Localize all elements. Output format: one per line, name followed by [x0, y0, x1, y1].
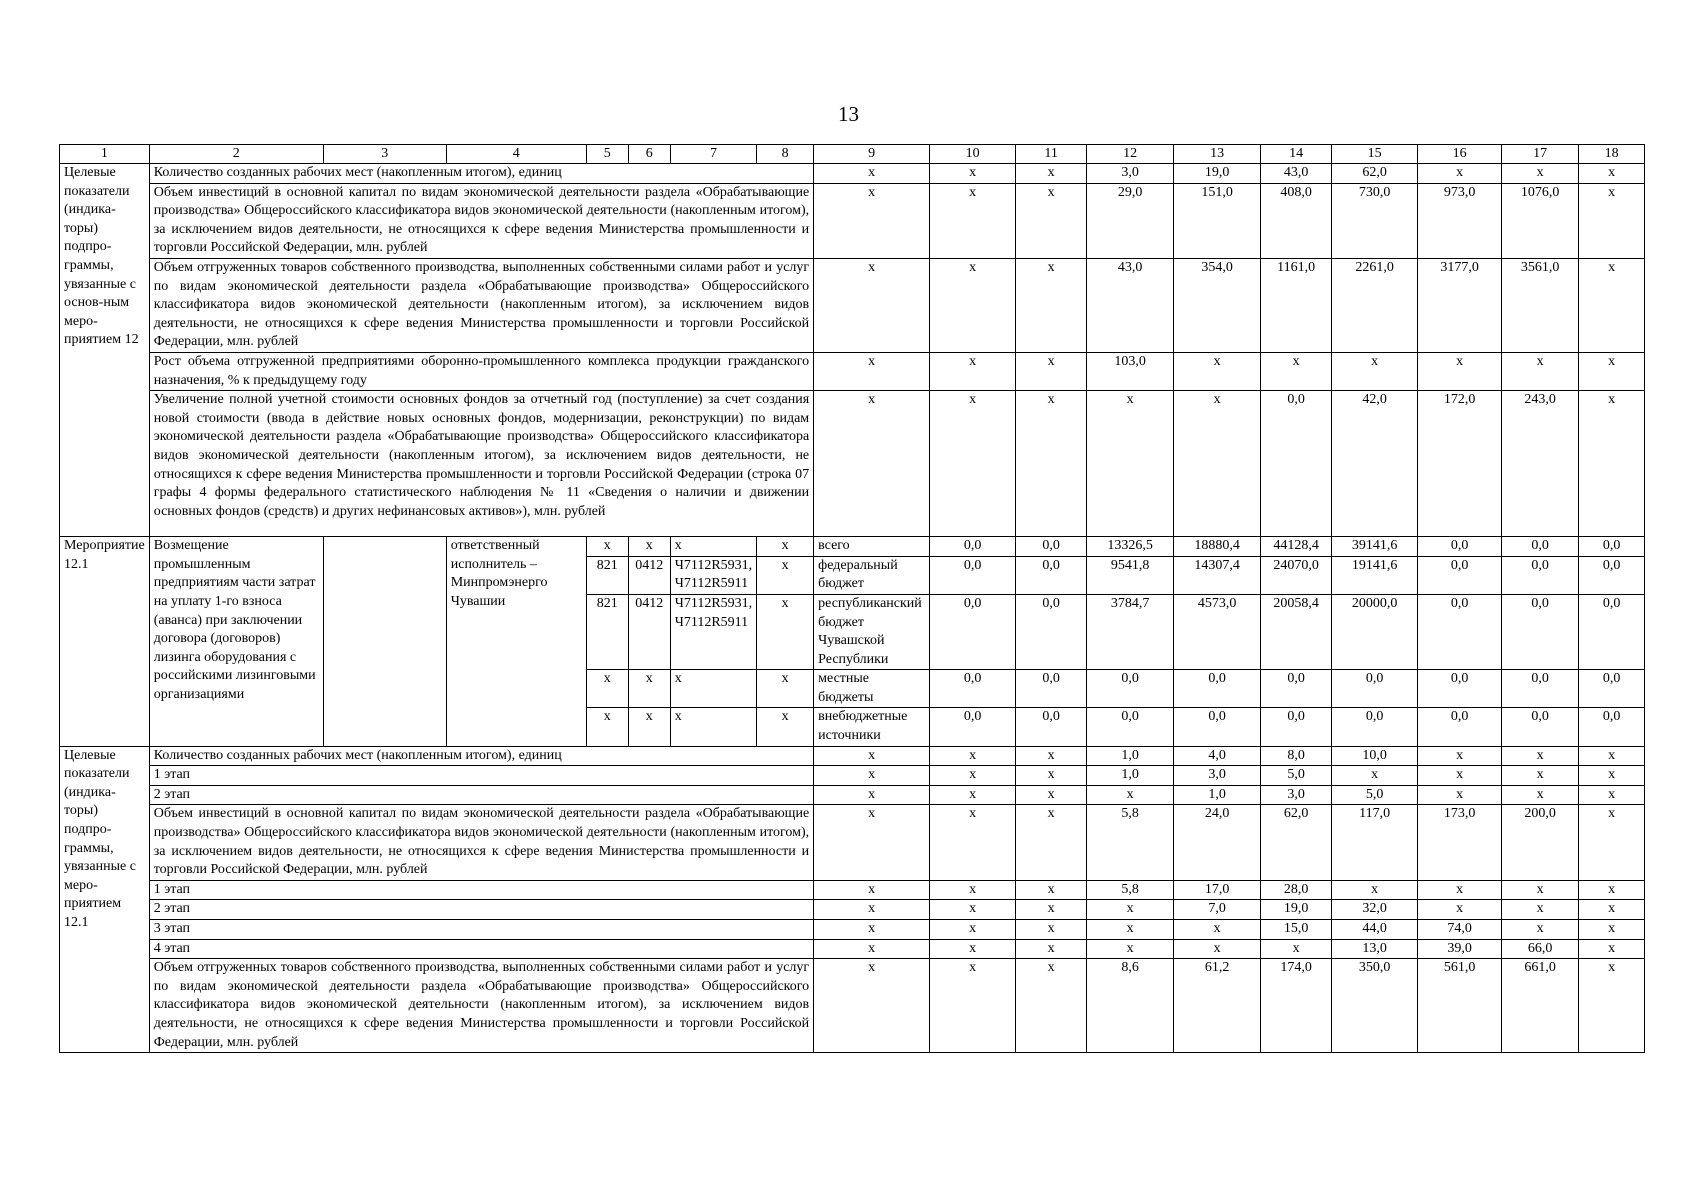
- indicator-value: 730,0: [1332, 183, 1418, 258]
- indicator-value: х: [1016, 785, 1087, 805]
- indicator-description: Количество созданных рабочих мест (накопленным итогом), единиц: [149, 164, 813, 184]
- indicator-value: х: [1579, 920, 1645, 940]
- indicator-value: 0,0: [1261, 391, 1332, 537]
- indicator-value: х: [814, 391, 930, 537]
- code-grbs: х: [586, 537, 628, 557]
- header-row: [60, 145, 1645, 164]
- indicator-value: х: [930, 258, 1016, 352]
- funding-value: 0,0: [1174, 708, 1261, 746]
- indicator-value: 3,0: [1087, 164, 1174, 184]
- indicator-value: х: [1087, 391, 1174, 537]
- indicator-value: х: [1502, 920, 1579, 940]
- funding-value: 0,0: [1579, 670, 1645, 708]
- indicator-value: 5,0: [1332, 785, 1418, 805]
- indicator-value: 172,0: [1418, 391, 1502, 537]
- indicator-description: 1 этап: [149, 766, 813, 786]
- code-grbs: 821: [586, 594, 628, 669]
- column-number: 2: [149, 145, 323, 164]
- indicator-value: 1076,0: [1502, 183, 1579, 258]
- indicator-value: х: [1016, 939, 1087, 959]
- column-number: 15: [1332, 145, 1418, 164]
- code-section: 0412: [628, 594, 670, 669]
- indicator-description: 1 этап: [149, 880, 813, 900]
- indicator-value: х: [1579, 391, 1645, 537]
- column-number: 12: [1087, 145, 1174, 164]
- indicator-value: 3,0: [1261, 785, 1332, 805]
- indicator-description: Объем отгруженных товаров собственного производства, выполненных собственными силами работ и услуг по видам экономической деятельности раздела «Обрабатывающие производства» Общероссийского классификатора видов экономической деятельности (накопленным итогом), за исключением видов деятельности, не относящихся к сфере ведения Министерства промышленности и торговли Российской Федерации, млн. рублей: [149, 959, 813, 1053]
- funding-value: 0,0: [1332, 708, 1418, 746]
- indicator-row: [60, 805, 1645, 880]
- funding-value: 20000,0: [1332, 594, 1418, 669]
- indicator-value: х: [1261, 352, 1332, 390]
- indicator-value: х: [1418, 746, 1502, 766]
- indicator-value: х: [814, 746, 930, 766]
- indicator-value: х: [1332, 766, 1418, 786]
- indicator-value: 13,0: [1332, 939, 1418, 959]
- funding-value: 9541,8: [1087, 556, 1174, 594]
- indicator-value: х: [1016, 920, 1087, 940]
- indicator-description: Объем инвестиций в основной капитал по видам экономической деятельности раздела «Обрабатывающие производства» Общероссийского классификатора видов экономической деятельности (накопленным итогом), за исключением видов деятельности, не относящихся к сфере ведения Министерства промышленности и торговли Российской Федерации, млн. рублей: [149, 805, 813, 880]
- indicator-value: х: [814, 920, 930, 940]
- funding-value: 0,0: [1502, 708, 1579, 746]
- indicator-value: х: [930, 352, 1016, 390]
- indicator-value: 61,2: [1174, 959, 1261, 1053]
- indicator-value: х: [1579, 183, 1645, 258]
- indicator-value: х: [814, 164, 930, 184]
- indicator-value: х: [1502, 766, 1579, 786]
- funding-value: 24070,0: [1261, 556, 1332, 594]
- indicator-value: х: [1016, 352, 1087, 390]
- funding-source: всего: [814, 537, 930, 557]
- group-label: Целевые показатели (индика-торы) подпро-граммы, увязанные с меро-приятием 12.1: [60, 746, 150, 1053]
- indicator-row: [60, 352, 1645, 390]
- funding-value: 0,0: [1016, 537, 1087, 557]
- indicator-value: х: [930, 746, 1016, 766]
- indicator-value: 354,0: [1174, 258, 1261, 352]
- indicator-value: 28,0: [1261, 880, 1332, 900]
- indicator-value: 29,0: [1087, 183, 1174, 258]
- indicator-value: 7,0: [1174, 900, 1261, 920]
- indicator-value: х: [814, 900, 930, 920]
- indicator-value: 5,8: [1087, 805, 1174, 880]
- column-number: 3: [323, 145, 446, 164]
- indicator-value: 151,0: [1174, 183, 1261, 258]
- funding-value: 0,0: [930, 594, 1016, 669]
- funding-value: 0,0: [1016, 670, 1087, 708]
- indicator-value: 200,0: [1502, 805, 1579, 880]
- indicator-row: [60, 766, 1645, 786]
- indicator-value: х: [814, 959, 930, 1053]
- funding-value: 0,0: [1579, 537, 1645, 557]
- indicator-value: х: [930, 900, 1016, 920]
- indicator-value: х: [1418, 352, 1502, 390]
- indicator-value: 32,0: [1332, 900, 1418, 920]
- indicator-value: х: [930, 391, 1016, 537]
- indicator-value: 8,0: [1261, 746, 1332, 766]
- indicator-value: 44,0: [1332, 920, 1418, 940]
- code-type: х: [757, 556, 814, 594]
- funding-source: местные бюджеты: [814, 670, 930, 708]
- indicator-row: [60, 920, 1645, 940]
- indicator-value: 2261,0: [1332, 258, 1418, 352]
- indicator-value: 19,0: [1174, 164, 1261, 184]
- indicator-value: х: [1579, 805, 1645, 880]
- indicator-value: х: [814, 805, 930, 880]
- indicator-value: 103,0: [1087, 352, 1174, 390]
- column-number: 1: [60, 145, 150, 164]
- indicator-value: х: [1016, 766, 1087, 786]
- funding-value: 4573,0: [1174, 594, 1261, 669]
- funding-value: 0,0: [1016, 594, 1087, 669]
- funding-value: 0,0: [1016, 708, 1087, 746]
- funding-value: 0,0: [1332, 670, 1418, 708]
- indicator-value: х: [1579, 352, 1645, 390]
- indicator-value: х: [930, 959, 1016, 1053]
- indicator-value: х: [1502, 746, 1579, 766]
- indicator-value: 1,0: [1087, 766, 1174, 786]
- funding-value: 0,0: [1502, 594, 1579, 669]
- column-number: 17: [1502, 145, 1579, 164]
- indicator-value: 1,0: [1174, 785, 1261, 805]
- indicator-description: 3 этап: [149, 920, 813, 940]
- indicator-value: 15,0: [1261, 920, 1332, 940]
- indicator-value: 4,0: [1174, 746, 1261, 766]
- indicator-description: Объем инвестиций в основной капитал по видам экономической деятельности раздела «Обрабатывающие производства» Общероссийского классификатора видов экономической деятельности (накопленным итогом), за исключением видов деятельности, не относящихся к сфере ведения Министерства промышленности и торговли Российской Федерации, млн. рублей: [149, 183, 813, 258]
- indicator-value: х: [1174, 920, 1261, 940]
- indicator-value: 42,0: [1332, 391, 1418, 537]
- indicator-row: [60, 258, 1645, 352]
- indicator-value: х: [1332, 880, 1418, 900]
- indicator-description: Объем отгруженных товаров собственного производства, выполненных собственными силами работ и услуг по видам экономической деятельности раздела «Обрабатывающие производства» Общероссийского классификатора видов экономической деятельности (накопленным итогом), за исключением видов деятельности, не относящихся к сфере ведения Министерства промышленности и торговли Российской Федерации, млн. рублей: [149, 258, 813, 352]
- indicator-description: 2 этап: [149, 900, 813, 920]
- indicator-value: х: [1502, 785, 1579, 805]
- indicator-value: х: [1087, 785, 1174, 805]
- funding-value: 18880,4: [1174, 537, 1261, 557]
- funding-row: [60, 537, 1645, 557]
- indicator-value: 3561,0: [1502, 258, 1579, 352]
- program-table: [59, 144, 1645, 1053]
- indicator-value: х: [1579, 785, 1645, 805]
- indicator-value: 39,0: [1418, 939, 1502, 959]
- code-target: х: [670, 670, 756, 708]
- indicator-value: 973,0: [1418, 183, 1502, 258]
- indicator-value: х: [1579, 900, 1645, 920]
- indicator-value: х: [930, 939, 1016, 959]
- indicator-row: [60, 959, 1645, 1053]
- indicator-value: 117,0: [1332, 805, 1418, 880]
- funding-value: 13326,5: [1087, 537, 1174, 557]
- column-number: 18: [1579, 145, 1645, 164]
- indicator-value: х: [1016, 391, 1087, 537]
- page-number: 13: [838, 102, 859, 126]
- code-target: Ч7112R5931, Ч7112R5911: [670, 556, 756, 594]
- indicator-value: х: [1418, 164, 1502, 184]
- indicator-value: х: [1579, 746, 1645, 766]
- indicator-value: х: [1016, 880, 1087, 900]
- indicator-value: х: [930, 785, 1016, 805]
- funding-value: 0,0: [1418, 594, 1502, 669]
- column-number: 11: [1016, 145, 1087, 164]
- indicator-value: 561,0: [1418, 959, 1502, 1053]
- measure-label: Мероприятие 12.1: [60, 537, 150, 747]
- code-type: х: [757, 670, 814, 708]
- funding-source: республиканский бюджет Чувашской Республики: [814, 594, 930, 669]
- funding-value: 0,0: [1579, 556, 1645, 594]
- code-target: х: [670, 708, 756, 746]
- indicator-value: х: [814, 258, 930, 352]
- indicator-value: х: [1502, 900, 1579, 920]
- indicator-value: х: [1016, 805, 1087, 880]
- funding-value: 0,0: [1502, 670, 1579, 708]
- indicator-value: х: [930, 183, 1016, 258]
- funding-value: 39141,6: [1332, 537, 1418, 557]
- code-target: х: [670, 537, 756, 557]
- indicator-value: х: [1087, 920, 1174, 940]
- indicator-value: 43,0: [1261, 164, 1332, 184]
- code-target: Ч7112R5931, Ч7112R5911: [670, 594, 756, 669]
- indicator-value: х: [1261, 939, 1332, 959]
- indicator-value: х: [1016, 258, 1087, 352]
- indicator-value: 243,0: [1502, 391, 1579, 537]
- indicator-value: х: [1016, 959, 1087, 1053]
- indicator-value: х: [930, 920, 1016, 940]
- funding-value: 0,0: [1418, 670, 1502, 708]
- column-number: 9: [814, 145, 930, 164]
- indicator-value: х: [930, 164, 1016, 184]
- funding-value: 14307,4: [1174, 556, 1261, 594]
- funding-value: 0,0: [1087, 670, 1174, 708]
- code-type: х: [757, 708, 814, 746]
- indicator-description: Увеличение полной учетной стоимости основных фондов за отчетный год (поступление) за счет создания новой стоимости (ввода в действие новых основных фондов, модернизации, реконструкции) по видам экономической деятельности раздела «Обрабатывающие производства» Общероссийского классификатора видов экономической деятельности (накопленным итогом), за исключением видов деятельности, не относящихся к сфере ведения Министерства промышленности и торговли Российской Федерации (строка 07 графы 4 формы федерального статистического наблюдения № 11 «Сведения о наличии и движении основных фондов (средств) и других нефинансовых активов»), млн. рублей: [149, 391, 813, 537]
- measure-name: Возмещение промышленным предприятиям части затрат на уплату 1-го взноса (аванса) при заключении договора (договоров) лизинга оборудования с российскими лизинговыми организациями: [149, 537, 323, 747]
- indicator-row: [60, 939, 1645, 959]
- indicator-value: 5,0: [1261, 766, 1332, 786]
- code-grbs: х: [586, 708, 628, 746]
- indicator-value: х: [814, 939, 930, 959]
- measure-col3: [323, 537, 446, 747]
- column-number: 10: [930, 145, 1016, 164]
- indicator-value: х: [930, 805, 1016, 880]
- indicator-value: х: [814, 785, 930, 805]
- indicator-value: 350,0: [1332, 959, 1418, 1053]
- indicator-value: х: [1579, 939, 1645, 959]
- indicator-row: [60, 183, 1645, 258]
- indicator-row: [60, 391, 1645, 537]
- code-section: х: [628, 708, 670, 746]
- indicator-value: х: [1332, 352, 1418, 390]
- code-section: х: [628, 670, 670, 708]
- indicator-value: 43,0: [1087, 258, 1174, 352]
- indicator-value: 8,6: [1087, 959, 1174, 1053]
- indicator-value: 10,0: [1332, 746, 1418, 766]
- indicator-value: х: [1579, 766, 1645, 786]
- indicator-description: 2 этап: [149, 785, 813, 805]
- column-number: 6: [628, 145, 670, 164]
- indicator-value: х: [1174, 352, 1261, 390]
- indicator-value: х: [1418, 785, 1502, 805]
- code-type: х: [757, 594, 814, 669]
- indicator-description: Количество созданных рабочих мест (накопленным итогом), единиц: [149, 746, 813, 766]
- indicator-value: х: [930, 766, 1016, 786]
- measure-executor: ответственный исполнитель – Минпромэнерго Чувашии: [446, 537, 586, 747]
- indicator-value: 17,0: [1174, 880, 1261, 900]
- funding-value: 0,0: [930, 537, 1016, 557]
- indicator-value: 5,8: [1087, 880, 1174, 900]
- funding-value: 0,0: [930, 556, 1016, 594]
- indicator-value: х: [1087, 939, 1174, 959]
- code-grbs: 821: [586, 556, 628, 594]
- funding-source: внебюджетные источники: [814, 708, 930, 746]
- group-label: Целевые показатели (индика-торы) подпро-граммы, увязанные с основ-ным меро-приятием 12: [60, 164, 150, 537]
- column-number: 5: [586, 145, 628, 164]
- funding-value: 0,0: [930, 670, 1016, 708]
- code-section: х: [628, 537, 670, 557]
- indicator-row: [60, 746, 1645, 766]
- indicator-value: 1161,0: [1261, 258, 1332, 352]
- funding-value: 0,0: [1261, 708, 1332, 746]
- funding-value: 0,0: [1016, 556, 1087, 594]
- funding-value: 0,0: [1579, 594, 1645, 669]
- indicator-value: 66,0: [1502, 939, 1579, 959]
- indicator-value: 3177,0: [1418, 258, 1502, 352]
- indicator-value: х: [1579, 258, 1645, 352]
- indicator-value: 408,0: [1261, 183, 1332, 258]
- indicator-value: х: [1579, 959, 1645, 1053]
- column-number: 8: [757, 145, 814, 164]
- indicator-row: [60, 880, 1645, 900]
- indicator-description: 4 этап: [149, 939, 813, 959]
- indicator-value: 74,0: [1418, 920, 1502, 940]
- funding-source: федеральный бюджет: [814, 556, 930, 594]
- indicator-value: х: [1174, 939, 1261, 959]
- indicator-row: [60, 900, 1645, 920]
- column-number: 16: [1418, 145, 1502, 164]
- indicator-description: Рост объема отгруженной предприятиями оборонно-промышленного комплекса продукции гражданского назначения, % к предыдущему году: [149, 352, 813, 390]
- indicator-value: х: [1418, 766, 1502, 786]
- funding-value: 0,0: [1579, 708, 1645, 746]
- indicator-value: 62,0: [1332, 164, 1418, 184]
- indicator-value: х: [1502, 880, 1579, 900]
- code-section: 0412: [628, 556, 670, 594]
- indicator-value: х: [1502, 164, 1579, 184]
- column-number: 14: [1261, 145, 1332, 164]
- indicator-value: 661,0: [1502, 959, 1579, 1053]
- indicator-value: 1,0: [1087, 746, 1174, 766]
- funding-value: 0,0: [1418, 537, 1502, 557]
- indicator-row: [60, 164, 1645, 184]
- funding-value: 20058,4: [1261, 594, 1332, 669]
- indicator-value: х: [1502, 352, 1579, 390]
- column-number: 13: [1174, 145, 1261, 164]
- funding-value: 19141,6: [1332, 556, 1418, 594]
- column-number: 7: [670, 145, 756, 164]
- indicator-value: х: [1174, 391, 1261, 537]
- indicator-value: х: [814, 183, 930, 258]
- indicator-value: х: [930, 880, 1016, 900]
- funding-value: 3784,7: [1087, 594, 1174, 669]
- funding-value: 0,0: [930, 708, 1016, 746]
- indicator-value: х: [1579, 880, 1645, 900]
- indicator-value: 3,0: [1174, 766, 1261, 786]
- funding-value: 0,0: [1502, 537, 1579, 557]
- indicator-value: х: [1016, 900, 1087, 920]
- indicator-value: х: [1579, 164, 1645, 184]
- indicator-value: х: [814, 880, 930, 900]
- indicator-value: х: [1418, 900, 1502, 920]
- indicator-value: х: [814, 766, 930, 786]
- funding-value: 0,0: [1418, 708, 1502, 746]
- funding-value: 0,0: [1502, 556, 1579, 594]
- indicator-value: 174,0: [1261, 959, 1332, 1053]
- column-number: 4: [446, 145, 586, 164]
- indicator-value: 173,0: [1418, 805, 1502, 880]
- indicator-value: х: [1087, 900, 1174, 920]
- code-grbs: х: [586, 670, 628, 708]
- funding-value: 0,0: [1174, 670, 1261, 708]
- indicator-value: х: [1016, 746, 1087, 766]
- indicator-value: х: [1418, 880, 1502, 900]
- funding-value: 0,0: [1087, 708, 1174, 746]
- indicator-value: х: [1016, 183, 1087, 258]
- code-type: х: [757, 537, 814, 557]
- indicator-value: х: [1016, 164, 1087, 184]
- funding-value: 0,0: [1418, 556, 1502, 594]
- indicator-row: [60, 785, 1645, 805]
- indicator-value: 19,0: [1261, 900, 1332, 920]
- indicator-value: 24,0: [1174, 805, 1261, 880]
- indicator-value: х: [814, 352, 930, 390]
- funding-value: 44128,4: [1261, 537, 1332, 557]
- indicator-value: 62,0: [1261, 805, 1332, 880]
- funding-value: 0,0: [1261, 670, 1332, 708]
